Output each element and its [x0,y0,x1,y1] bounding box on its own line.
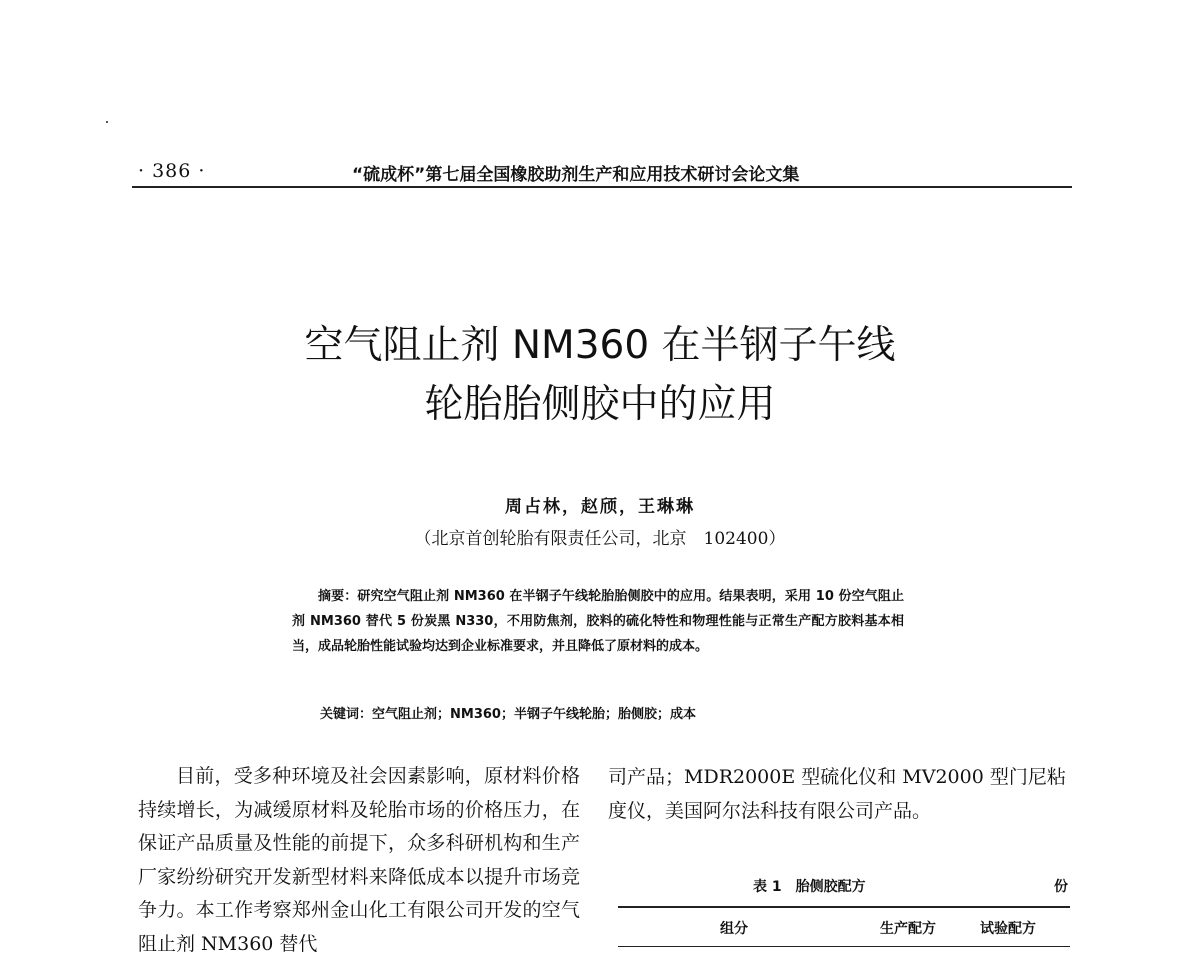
table-header-cell: 组分 [720,921,748,937]
article-title-line-2: 轮胎胎侧胶中的应用 [424,382,776,427]
table-title: 表 1 胎侧胶配方 [753,879,866,895]
running-header: “硫成杯”第七届全国橡胶助剂生产和应用技术研讨会论文集 [352,165,800,185]
article-title-line-1: 空气阻止剂 NM360 在半钢子午线 [304,323,896,368]
table-unit: 份 [1054,879,1068,895]
body-right-column: 司产品；MDR2000E 型硫化仪和 MV2000 型门尼粘度仪，美国阿尔法科技有限公司产品。 [608,766,1066,822]
body-left-column: 目前，受多种环境及社会因素影响，原材料价格持续增长，为减缓原材料及轮胎市场的价格压力，在保证产品质量及性能的前提下，众多科研机构和生产厂家纷纷研究开发新型材料来降低成本以提升市场竞争力。本工作考察郑州金山化工有限公司开发的空气阻止剂 NM360 替代 [138,765,580,955]
abstract-label: 摘要： [318,589,358,604]
keywords-text: 空气阻止剂；NM360；半钢子午线轮胎；胎侧胶；成本 [372,707,696,722]
keywords-label: 关键词： [320,707,373,722]
table-top-rule [618,906,1070,908]
table-header-rule [618,946,1070,947]
keywords [320,703,920,722]
abstract-text: 研究空气阻止剂 NM360 在半钢子午线轮胎胎侧胶中的应用。结果表明，采用 10 份空气阻止剂 NM360 替代 5 份炭黑 N330，不用防焦剂，胶料的硫化特性和物理性能与正常生产配方胶料基本相当，成品轮胎性能试验均达到企业标准要求，并且降低了原材料的成本。 [292,589,904,654]
affiliation: （北京首创轮胎有限责任公司，北京 102400） [414,529,786,549]
table-header-cell: 试验配方 [980,921,1036,937]
scan-mark [106,121,108,123]
header-rule [132,186,1072,188]
page-number: · 386 · [138,160,206,182]
authors: 周占林，赵颀，王琳琳 [505,497,695,517]
abstract [292,584,904,659]
table-header-cell: 生产配方 [880,921,936,937]
